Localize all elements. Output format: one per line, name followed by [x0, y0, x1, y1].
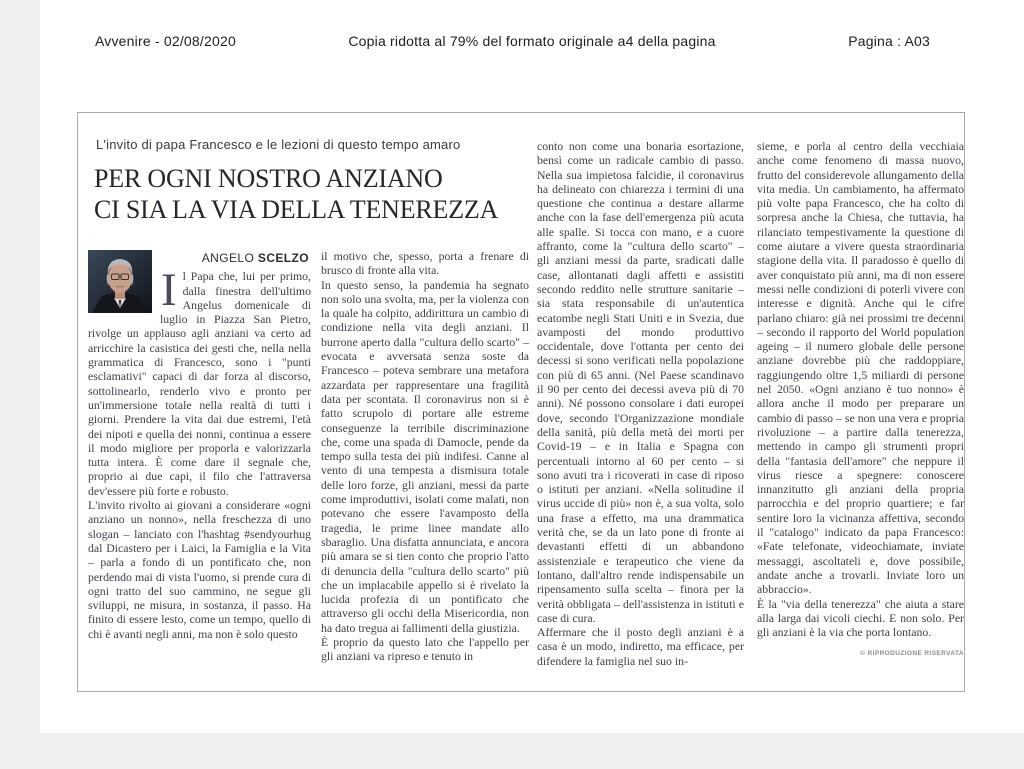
article-headline [94, 163, 550, 225]
byline-first-name: ANGELO [201, 251, 258, 265]
text-column-3 [537, 139, 744, 691]
left-column-group [88, 249, 529, 691]
byline-last-name: SCELZO [257, 251, 309, 265]
author-photo [88, 250, 152, 313]
paragraph-text: l Papa che, lui per primo, dalla finestra dell'ultimo Angelus domenicale di luglio in Piazza San Pietro, rivolge un applauso agli anziani va certo ad arricchire la casistica dei gesti che, nella nella grammatica di Francesco, sono i "punti esclamativi" capaci di dar forza al discorso, sottolinearlo, renderlo vivo e pronto per un'immersione totale nella realtà di tutti i giorni. Prendere la vita dai due estremi, l'età dei nipoti e quella dei nonni, continua a essere il modo migliore per proporla e valorizzarla tutta intera. È come dare il segnale che, proprio ai due capi, il filo che l'attraversa dev'essere più forte e robusto. [88, 269, 311, 498]
article-paragraph: È la "via della tenerezza" che aiuta a stare alla larga dai vicoli ciechi. E non solo. Per gli anziani è la via che porta lontano. [757, 596, 964, 640]
article-box [77, 112, 965, 692]
article-paragraph: È proprio da questo lato che l'appello per gli anziani va ripreso e tenuto in [321, 635, 529, 664]
article-paragraph: Affermare che il posto degli anziani è a casa è un modo, indiretto, ma efficace, per difendere la famiglia nel suo in- [537, 625, 744, 668]
article-paragraph: conto non come una bonaria esortazione, bensì come un radicale cambio di passo. Nella sua impietosa falcidie, il coronavirus ha delineato con chiarezza i termini di una questione che continua a destare allarme anche con la fase dell'emergenza più acuta alle spalle. Si tocca con mano, e a cuore affranto, come la "cultura dello scarto" – gli anziani messi da parte, sradicati dalle case, allontanati dagli affetti e assistiti secondo reddito nelle strutture sanitarie – sia stata responsabile di un'autentica ecatombe negli Stati Uniti e in Svezia, due avamposti del mondo produttivo occidentale, dove l'ottanta per cento dei decessi si sono verificati nella popolazione con più di 65 anni. (Nel Paese scandinavo il 90 per cento dei decessi aveva più di 70 anni). Né possono consolare i dati europei dove, secondo l'Organizzazione mondiale della sanità, più della metà dei morti per Covid-19 – e in Italia e Spagna con percentuali intorno al 60 per cento – si sono avuti tra i ricoverati in case di riposo o istituti per anziani. «Nella solitudine il virus uccide di più» non è, a sua volta, solo una frase a effetto, ma una drammatica verità che, se da un lato pone di fronte ai devastanti effetti di un abbandono assistenziale e terapeutico che viene da lontano, dall'altro rende indispensabile un ripensamento sulla scelta – finora per la verità obbligata – dell'assistenza in istituti e case di cura. [537, 139, 744, 625]
page-number-label: Pagina : A03 [848, 33, 930, 49]
article-paragraph: sieme, e porla al centro della vecchiaia anche come fenomeno di massa nuovo, frutto del considerevole allungamento della vita media. Un cambiamento, ha affermato più volte papa Francesco, che ha colto di sorpresa anche la Chiesa, che tuttavia, ha rilanciato tempestivamente la questione di come aiutare a vivere questa straordinaria stagione della vita. Il paradosso è quello di aver conquistato più anni, ma di non essere messi nelle condizioni di poterli vivere con interesse e dignità. Anche qui le cifre parlano chiaro: già nei prossimi tre decenni – secondo il rapporto del World population ageing – il numero globale delle persone anziane dovrebbe più che raddoppiare, raggiungendo oltre 1,5 miliardi di persone nel 2050. «Ogni anziano è tuo nonno» è allora anche il modo per preparare un cambio di passo – se non una vera e propria rivoluzione – a partire dalla tenerezza, mettendo in campo gli strumenti propri della "fantasia dell'amore" che neppure il virus riesce a spegnere: conoscere innanzitutto gli anziani della propria parrocchia e del proprio quartiere; e far sentire loro la vicinanza affettiva, secondo il "catalogo" indicato da papa Francesco: «Fate telefonate, videochiamate, inviate messaggi, ascoltateli e, dove possibile, andate anche a trovarli. Inviate loro un abbraccio». [757, 139, 964, 597]
article-paragraph: In questo senso, la pandemia ha segnato non solo una svolta, ma, per la violenza con la quale ha colpito, addirittura un cambio di condizione nella vita degli anziani. Il burrone aperto dalla "cultura dello scarto" – evocata e avversata senza soste da Francesco – poteva sembrare una metafora azzardata per rappresentare una fragilità data per scontata. Il coronavirus non si è fatto scrupolo di portare alle estreme conseguenze la terribile discriminazione che, come una spada di Damocle, pende da tempo sulla testa dei più indifesi. Canne al vento di una tempesta a dismisura totale delle loro forze, gli anziani, messi da parte come improduttivi, isolati come malati, non potevano che essere l'avamposto della tragedia, le prime linee mandate allo sbaraglio. Una disfatta annunciata, e ancora più amara se si tien conto che proprio l'atto di denuncia della "cultura dello scarto" più che un implacabile appello si è rivelato la lucida profezia di un pontificato che attraverso gli occhi della Misericordia, non ha dato tregua ai fallimenti della giustizia. [321, 277, 529, 635]
text-column-4 [757, 139, 964, 691]
source-and-date-label: Avvenire - 02/08/2020 [95, 33, 236, 49]
drop-cap: I [161, 264, 177, 317]
reproduction-notice: © RIPRODUZIONE RISERVATA [860, 650, 964, 658]
article-paragraph: il motivo che, spesso, porta a frenare di brusco di fronte alla vita. [321, 249, 529, 278]
headline-line-1: PER OGNI NOSTRO ANZIANO [94, 164, 443, 193]
reduction-note-label: Copia ridotta al 79% del formato originale a4 della pagina [348, 33, 716, 49]
article-paragraph: L'invito rivolto ai giovani a considerare «ogni anziano un nonno», nella freschezza di uno slogan – lanciato con l'hashtag #sendyourhug dal Dicastero per i Laici, la Famiglia e la Vita – parla a fondo di un pontificato che, non perdendo mai di vista l'uomo, si prende cura di ogni tratto del suo cammino, ne segue gli sviluppi, ne misura, in sostanza, il passo. Ha finito di essere lesto, come un tempo, quello di chi è avanti negli anni, ma non è solo questo [88, 498, 311, 641]
text-column-2 [321, 249, 529, 691]
article-kicker: L'invito di papa Francesco e le lezioni di questo tempo amaro [96, 137, 461, 152]
scanned-newspaper-page [40, 0, 1024, 733]
headline-line-2: CI SIA LA VIA DELLA TENEREZZA [94, 195, 499, 224]
text-column-1 [88, 249, 311, 691]
right-column-group [537, 139, 964, 691]
author-portrait-image [88, 250, 152, 313]
